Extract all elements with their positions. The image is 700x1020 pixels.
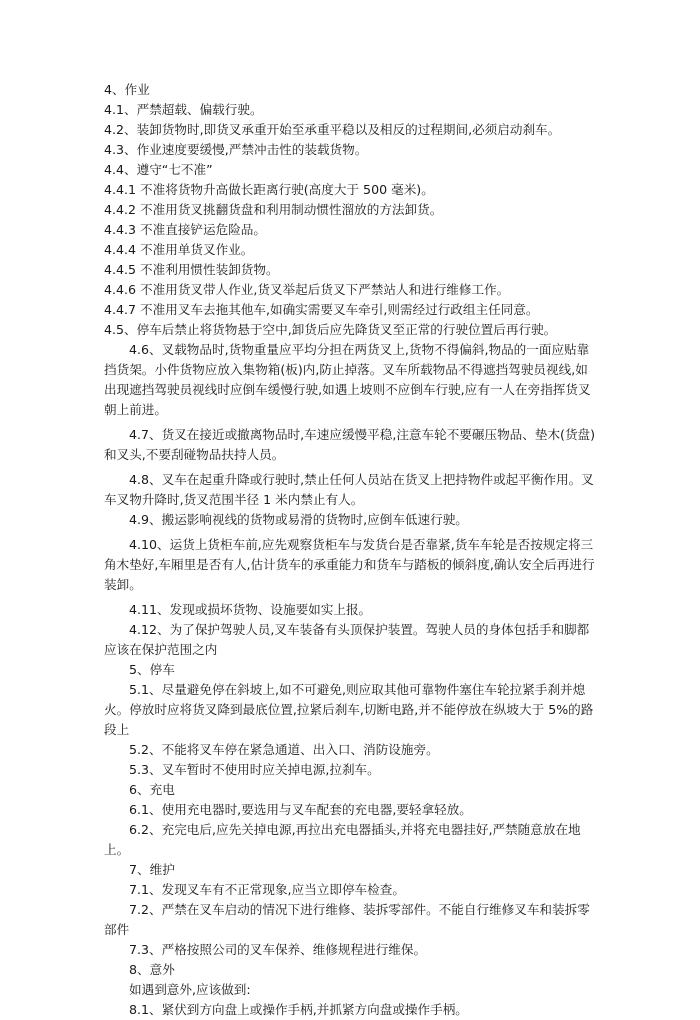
paragraph-4-3: 4.3、作业速度要缓慢,严禁冲击性的装载货物。 (104, 142, 368, 157)
paragraph-4-10: 4.10、运货上货柜车前,应先观察货柜车与发货台是否靠紧,货车车轮是否按规定将三角木垫好,车厢里是否有人,估计货车的承重能力和货车与踏板的倾斜度,确认安全后再进行装卸。 (104, 537, 595, 592)
paragraph-4-4-4: 4.4.4 不准用单货叉作业。 (104, 242, 254, 257)
paragraph-4-6: 4.6、叉载物品时,货物重量应平均分担在两货叉上,货物不得偏斜,物品的一面应贴靠挡货架。小件货物应放入集物箱(板)内,防止掉落。叉车所载物品不得遮挡驾驶员视线,如出现遮挡驾驶员视线时应倒车缓慢行驶,如遇上坡则不应倒车行驶,应有一人在旁指挥货叉朝上前进。 (104, 342, 591, 417)
paragraph-4-11: 4.11、发现或损坏货物、设施要如实上报。 (129, 602, 372, 617)
paragraph-4-2: 4.2、装卸货物时,即货叉承重开始至承重平稳以及相反的过程期间,必须启动刹车。 (104, 122, 561, 137)
section-heading-work: 4、作业 (104, 82, 150, 97)
paragraph-4-8: 4.8、叉车在起重升降或行驶时,禁止任何人员站在货叉上把持物件或起平衡作用。叉车叉物升降时,货叉范围半径 1 米内禁止有人。 (104, 472, 594, 507)
section-heading-maintenance: 7、维护 (129, 862, 175, 877)
paragraph-4-7: 4.7、货叉在接近或撤离物品时,车速应缓慢平稳,注意车轮不要碾压物品、垫木(货盘)和叉头,不要刮碰物品扶持人员。 (104, 427, 596, 462)
section-heading-parking: 5、停车 (129, 662, 175, 677)
document-body (104, 80, 600, 1020)
paragraph-4-4-2: 4.4.2 不准用货叉挑翻货盘和利用制动惯性溜放的方法卸货。 (104, 202, 443, 217)
paragraph-7-1: 7.1、发现叉车有不正常现象,应当立即停车检查。 (129, 882, 405, 897)
paragraph-7-3: 7.3、严格按照公司的叉车保养、维修规程进行维保。 (129, 942, 427, 957)
paragraph-8-1: 8.1、紧伏到方向盘上或操作手柄,并抓紧方向盘或操作手柄。 (129, 1002, 468, 1017)
paragraph-4-9: 4.9、搬运影响视线的货物或易滑的货物时,应倒车低速行驶。 (129, 512, 468, 527)
paragraph-4-4-1: 4.4.1 不准将货物升高做长距离行驶(高度大于 500 毫米)。 (104, 182, 434, 197)
paragraph-6-1: 6.1、使用充电器时,要选用与叉车配套的充电器,要轻拿轻放。 (129, 802, 472, 817)
paragraph-5-1: 5.1、尽量避免停在斜坡上,如不可避免,则应取其他可靠物件塞住车轮拉紧手刹并熄火。停放时应将货叉降到最底位置,拉紧后刹车,切断电路,并不能停放在纵坡大于 5%的路段上 (104, 682, 594, 737)
paragraph-4-4-5: 4.4.5 不准利用惯性装卸货物。 (104, 262, 279, 277)
paragraph-7-2: 7.2、严禁在叉车启动的情况下进行维修、装拆零部件。不能自行维修叉车和装拆零部件 (104, 902, 590, 937)
paragraph-5-2: 5.2、不能将叉车停在紧急通道、出入口、消防设施旁。 (129, 742, 439, 757)
paragraph-4-4-3: 4.4.3 不准直接铲运危险品。 (104, 222, 266, 237)
paragraph-4-4-7: 4.4.7 不准用叉车去拖其他车,如确实需要叉车牵引,则需经过行政组主任同意。 (104, 302, 539, 317)
paragraph-4-1: 4.1、严禁超载、偏载行驶。 (104, 102, 263, 117)
paragraph-6-2: 6.2、充完电后,应先关掉电源,再拉出充电器插头,并将充电器挂好,严禁随意放在地上。 (104, 822, 581, 857)
paragraph-4-5: 4.5、停车后禁止将货物悬于空中,卸货后应先降货叉至正常的行驶位置后再行驶。 (104, 322, 557, 337)
paragraph-4-4-6: 4.4.6 不准用货叉带人作业,货叉举起后货叉下严禁站人和进行维修工作。 (104, 282, 510, 297)
paragraph-accident-intro: 如遇到意外,应该做到: (129, 982, 251, 997)
section-heading-charging: 6、充电 (129, 782, 175, 797)
paragraph-4-12: 4.12、为了保护驾驶人员,叉车装备有头顶保护装置。驾驶人员的身体包括手和脚都应该在保护范围之内 (104, 622, 590, 657)
paragraph-4-4: 4.4、遵守“七不准” (104, 162, 213, 177)
section-heading-accident: 8、意外 (129, 962, 175, 977)
paragraph-5-3: 5.3、叉车暂时不使用时应关掉电源,拉刹车。 (129, 762, 380, 777)
